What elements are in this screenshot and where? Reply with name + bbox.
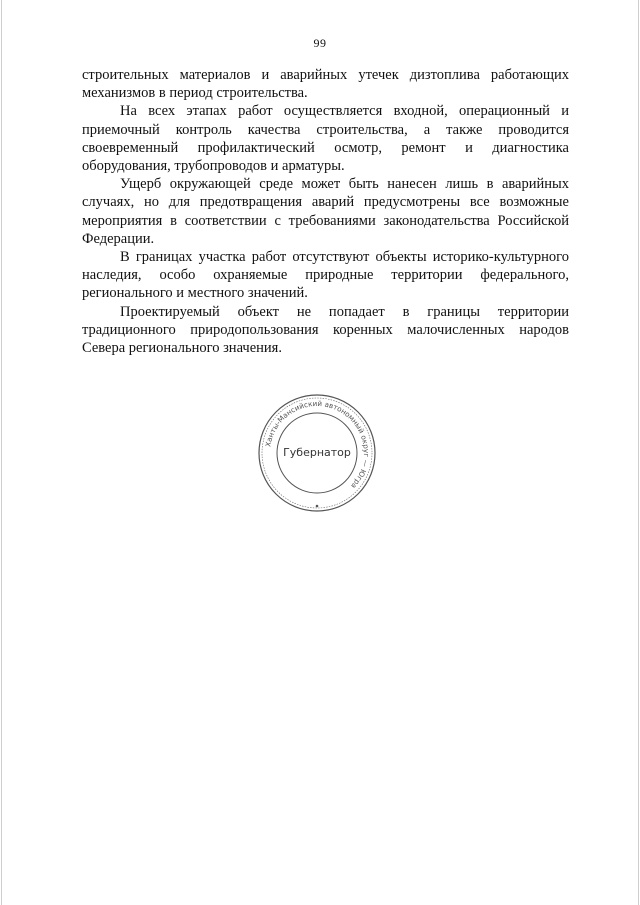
seal-bottom-dot [316, 505, 319, 508]
page-right-edge [638, 0, 639, 905]
page-left-edge [1, 0, 2, 905]
paragraph-3: Ущерб окружающей среде может быть нанесен лишь в аварийных случаях, но для предотвращения аварий предусмотрены все возможные мероприятия в соответствии с требованиями законодательства Российской Федерации. [82, 176, 569, 247]
official-seal-stamp [256, 392, 378, 514]
paragraph-5: Проектируемый объект не попадает в границы территории традиционного природопользования коренных малочисленных народов Севера регионального значения. [82, 303, 569, 357]
page-number: 99 [313, 36, 327, 50]
seal-center-label: Губернатор [283, 446, 351, 459]
document-body [82, 66, 569, 357]
seal-ring-text: Ханты-Мансийский автономный округ — Югра [263, 398, 372, 491]
paragraph-1: строительных материалов и аварийных утечек дизтоплива работающих механизмов в период строительства. [82, 67, 569, 102]
paragraph-4: В границах участка работ отсутствуют объекты историко-культурного наследия, особо охраняемые природные территории федерального, регионального и местного значений. [82, 249, 569, 302]
paragraph-2: На всех этапах работ осуществляется входной, операционный и приемочный контроль качества строительства, а также проводится своевременный профилактический осмотр, ремонт и диагностика оборудования, трубопроводов и арматуры. [82, 103, 569, 175]
